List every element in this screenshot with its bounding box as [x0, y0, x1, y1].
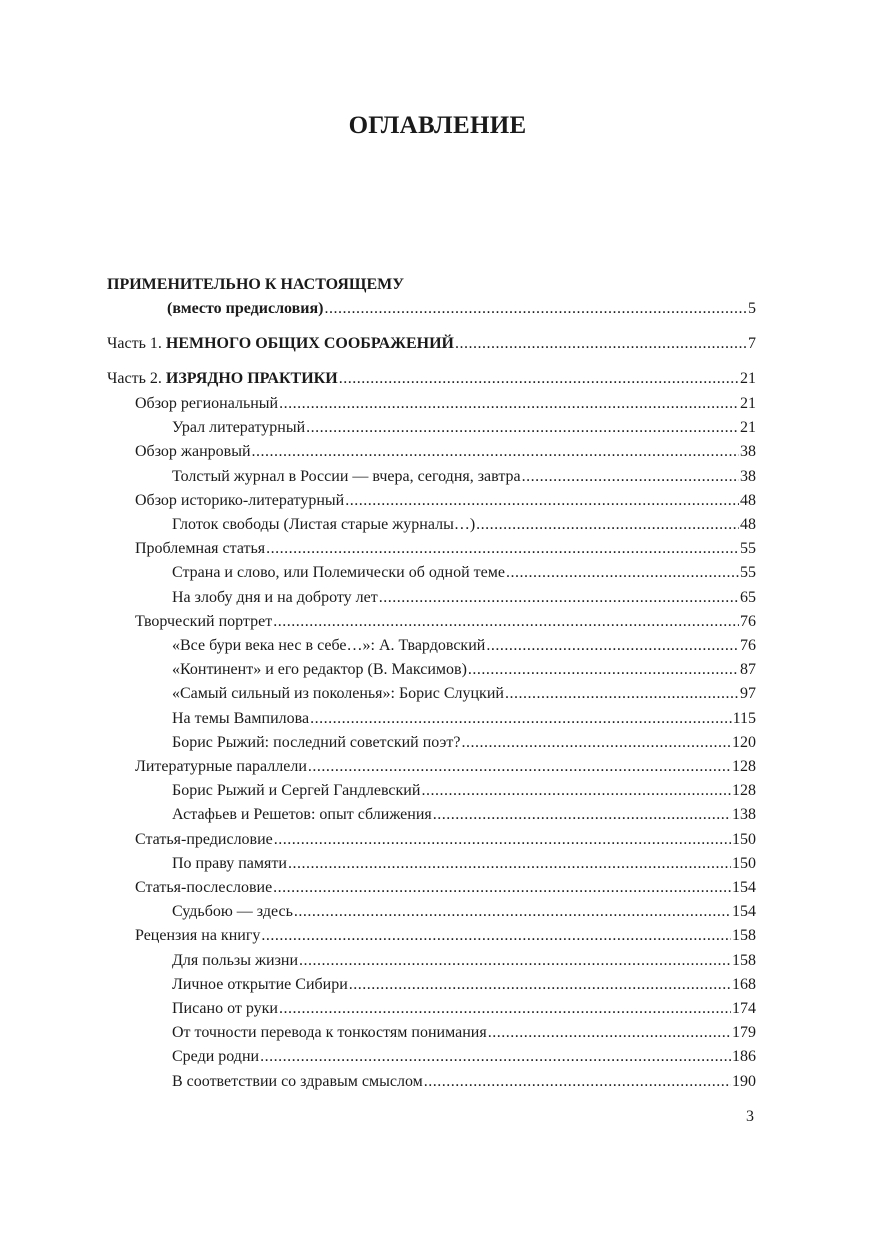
toc-subsection-entry[interactable]: [172, 854, 756, 874]
toc-section-entry[interactable]: [135, 926, 756, 946]
toc-page-number: 5: [748, 300, 756, 317]
part-title: ИЗРЯДНО ПРАКТИКИ: [165, 370, 338, 387]
toc-page-number: 128: [732, 758, 756, 775]
toc-entry-text: Рецензия на книгу: [135, 927, 261, 944]
toc-entry-text: Статья-предисловие: [135, 831, 273, 848]
leader-dots: [455, 334, 747, 354]
leader-dots: [486, 636, 739, 656]
toc-section-entry[interactable]: [135, 442, 756, 462]
leader-dots: [349, 975, 731, 995]
toc-entry-text: Борис Рыжий и Сергей Гандлевский: [172, 782, 421, 799]
leader-dots: [461, 733, 731, 753]
leader-dots: [306, 418, 739, 438]
toc-subsection-entry[interactable]: [172, 515, 756, 535]
toc-page-number: 55: [740, 564, 756, 581]
toc-section-entry[interactable]: [135, 394, 756, 414]
toc-entry-part2[interactable]: [107, 369, 756, 389]
toc-entry-text: Личное открытие Сибири: [172, 976, 348, 993]
toc-entry-text: Обзор региональный: [135, 395, 279, 412]
toc-subsection-entry[interactable]: [172, 684, 756, 704]
part-prefix: Часть 2.: [107, 370, 166, 387]
leader-dots: [261, 926, 731, 946]
toc-subsection-entry[interactable]: [172, 1047, 756, 1067]
toc-section-entry[interactable]: [135, 491, 756, 511]
toc-page-number: 158: [732, 927, 756, 944]
toc-entry-text: Писано от руки: [172, 1000, 278, 1017]
toc-section-entry[interactable]: [135, 878, 756, 898]
toc-page-number: 168: [732, 976, 756, 993]
toc-page-number: 150: [732, 855, 756, 872]
toc-page-number: 55: [740, 540, 756, 557]
intro-heading: ПРИМЕНИТЕЛЬНО К НАСТОЯЩЕМУ: [107, 276, 404, 293]
toc-page-number: 186: [732, 1048, 756, 1065]
toc-entry-text: Урал литературный: [172, 419, 306, 436]
toc-page-number: 154: [732, 879, 756, 896]
leader-dots: [468, 660, 739, 680]
part-prefix: Часть 1.: [107, 335, 166, 352]
toc-page-number: 174: [732, 1000, 756, 1017]
toc-subsection-entry[interactable]: [172, 467, 756, 487]
toc-entry-text: «Все бури века нес в себе…»: А. Твардовский: [172, 637, 486, 654]
toc-subsection-entry[interactable]: [172, 999, 756, 1019]
leader-dots: [308, 757, 731, 777]
part-title: НЕМНОГО ОБЩИХ СООБРАЖЕНИЙ: [165, 335, 454, 352]
toc-entry-text: (вместо предисловия): [167, 300, 324, 317]
leader-dots: [273, 612, 739, 632]
toc-subsection-entry[interactable]: [172, 1023, 756, 1043]
toc-page-number: 158: [732, 952, 756, 969]
toc-entry-text: Судьбою — здесь: [172, 903, 293, 920]
toc-page-number: 128: [732, 782, 756, 799]
leader-dots: [288, 854, 731, 874]
toc-page-number: 138: [732, 806, 756, 823]
leader-dots: [339, 369, 739, 389]
toc-entry-text: «Континент» и его редактор (В. Максимов): [172, 661, 467, 678]
toc-entry-text: Обзор жанровый: [135, 443, 251, 460]
toc-page-number: 65: [740, 589, 756, 606]
leader-dots: [274, 830, 731, 850]
toc-subsection-entry[interactable]: [172, 733, 756, 753]
leader-dots: [505, 684, 739, 704]
leader-dots: [424, 1072, 731, 1092]
toc-section-entry[interactable]: [135, 612, 756, 632]
toc-entry-text: На темы Вампилова: [172, 710, 310, 727]
leader-dots: [279, 394, 739, 414]
leader-dots: [506, 563, 739, 583]
toc-entry-text: Астафьев и Решетов: опыт сближения: [172, 806, 432, 823]
toc-subsection-entry[interactable]: [172, 951, 756, 971]
toc-page-number: 48: [740, 492, 756, 509]
toc-page-number: 21: [740, 370, 756, 387]
toc-page-number: 38: [740, 468, 756, 485]
leader-dots: [266, 539, 739, 559]
toc-subsection-entry[interactable]: [172, 563, 756, 583]
leader-dots: [433, 805, 731, 825]
toc-entry-text: Обзор историко-литературный: [135, 492, 345, 509]
toc-page-number: 21: [740, 419, 756, 436]
toc-section-entry[interactable]: [135, 539, 756, 559]
toc-page-number: 21: [740, 395, 756, 412]
leader-dots: [488, 1023, 731, 1043]
toc-subsection-entry[interactable]: [172, 588, 756, 608]
toc-subsection-entry[interactable]: [172, 1072, 756, 1092]
toc-page-number: 48: [740, 516, 756, 533]
toc-entry-text: Статья-послесловие: [135, 879, 273, 896]
toc-subsection-entry[interactable]: [172, 660, 756, 680]
toc-entry-text: «Самый сильный из поколенья»: Борис Слуцкий: [172, 685, 504, 702]
toc-page-number: 115: [732, 710, 756, 727]
toc-page-number: 97: [740, 685, 756, 702]
leader-dots: [476, 515, 739, 535]
toc-page-number: 38: [740, 443, 756, 460]
toc-entry-text: Творческий портрет: [135, 613, 273, 630]
toc-entry-text: Глоток свободы (Листая старые журналы…): [172, 516, 476, 533]
toc-entry-text: На злобу дня и на доброту лет: [172, 589, 378, 606]
toc-page-number: 76: [740, 637, 756, 654]
toc-page-number: 150: [732, 831, 756, 848]
toc-entry-text: Проблемная статья: [135, 540, 266, 557]
toc-entry-part1[interactable]: [107, 334, 756, 354]
toc-entry-text: Страна и слово, или Полемически об одной теме: [172, 564, 505, 581]
toc-entry-text: Борис Рыжий: последний советский поэт?: [172, 734, 461, 751]
toc-entry-text: Для пользы жизни: [172, 952, 299, 969]
toc-page-number: 179: [732, 1024, 756, 1041]
toc-subsection-entry[interactable]: [172, 902, 756, 922]
toc-subsection-entry[interactable]: [172, 781, 756, 801]
leader-dots: [279, 999, 731, 1019]
toc-entry-text: [107, 334, 454, 354]
toc-entry-text: Среди родни: [172, 1048, 260, 1065]
toc-entry-text: Литературные параллели: [135, 758, 307, 775]
leader-dots: [260, 1047, 731, 1067]
toc-section-entry[interactable]: [135, 757, 756, 777]
leader-dots: [310, 709, 732, 729]
leader-dots: [345, 491, 739, 511]
leader-dots: [324, 299, 747, 319]
toc-entry-text: Толстый журнал в России — вчера, сегодня, завтра: [172, 468, 521, 485]
toc-entry-intro[interactable]: [167, 299, 756, 319]
toc-page-number: 120: [732, 734, 756, 751]
toc-entry-text: [107, 369, 338, 389]
leader-dots: [421, 781, 731, 801]
toc-subsection-entry[interactable]: [172, 975, 756, 995]
toc-page-number: 7: [748, 335, 756, 352]
toc-subsection-entry[interactable]: [172, 418, 756, 438]
leader-dots: [273, 878, 731, 898]
toc-entry-text: В соответствии со здравым смыслом: [172, 1073, 423, 1090]
leader-dots: [252, 442, 739, 462]
toc-section-entry[interactable]: [135, 830, 756, 850]
leader-dots: [379, 588, 739, 608]
toc-page-number: 190: [732, 1073, 756, 1090]
toc-entry-text: По праву памяти: [172, 855, 287, 872]
toc-subsection-entry[interactable]: [172, 709, 756, 729]
toc-page-number: 154: [732, 903, 756, 920]
page-title: ОГЛАВЛЕНИЕ: [348, 112, 527, 139]
toc-subsection-entry[interactable]: [172, 636, 756, 656]
toc-page-number: 87: [740, 661, 756, 678]
toc-page-number: 76: [740, 613, 756, 630]
leader-dots: [522, 467, 739, 487]
toc-subsection-entry[interactable]: [172, 805, 756, 825]
page-number: 3: [746, 1108, 754, 1125]
toc-entry-text: От точности перевода к тонкостям понимания: [172, 1024, 487, 1041]
leader-dots: [294, 902, 731, 922]
leader-dots: [299, 951, 731, 971]
